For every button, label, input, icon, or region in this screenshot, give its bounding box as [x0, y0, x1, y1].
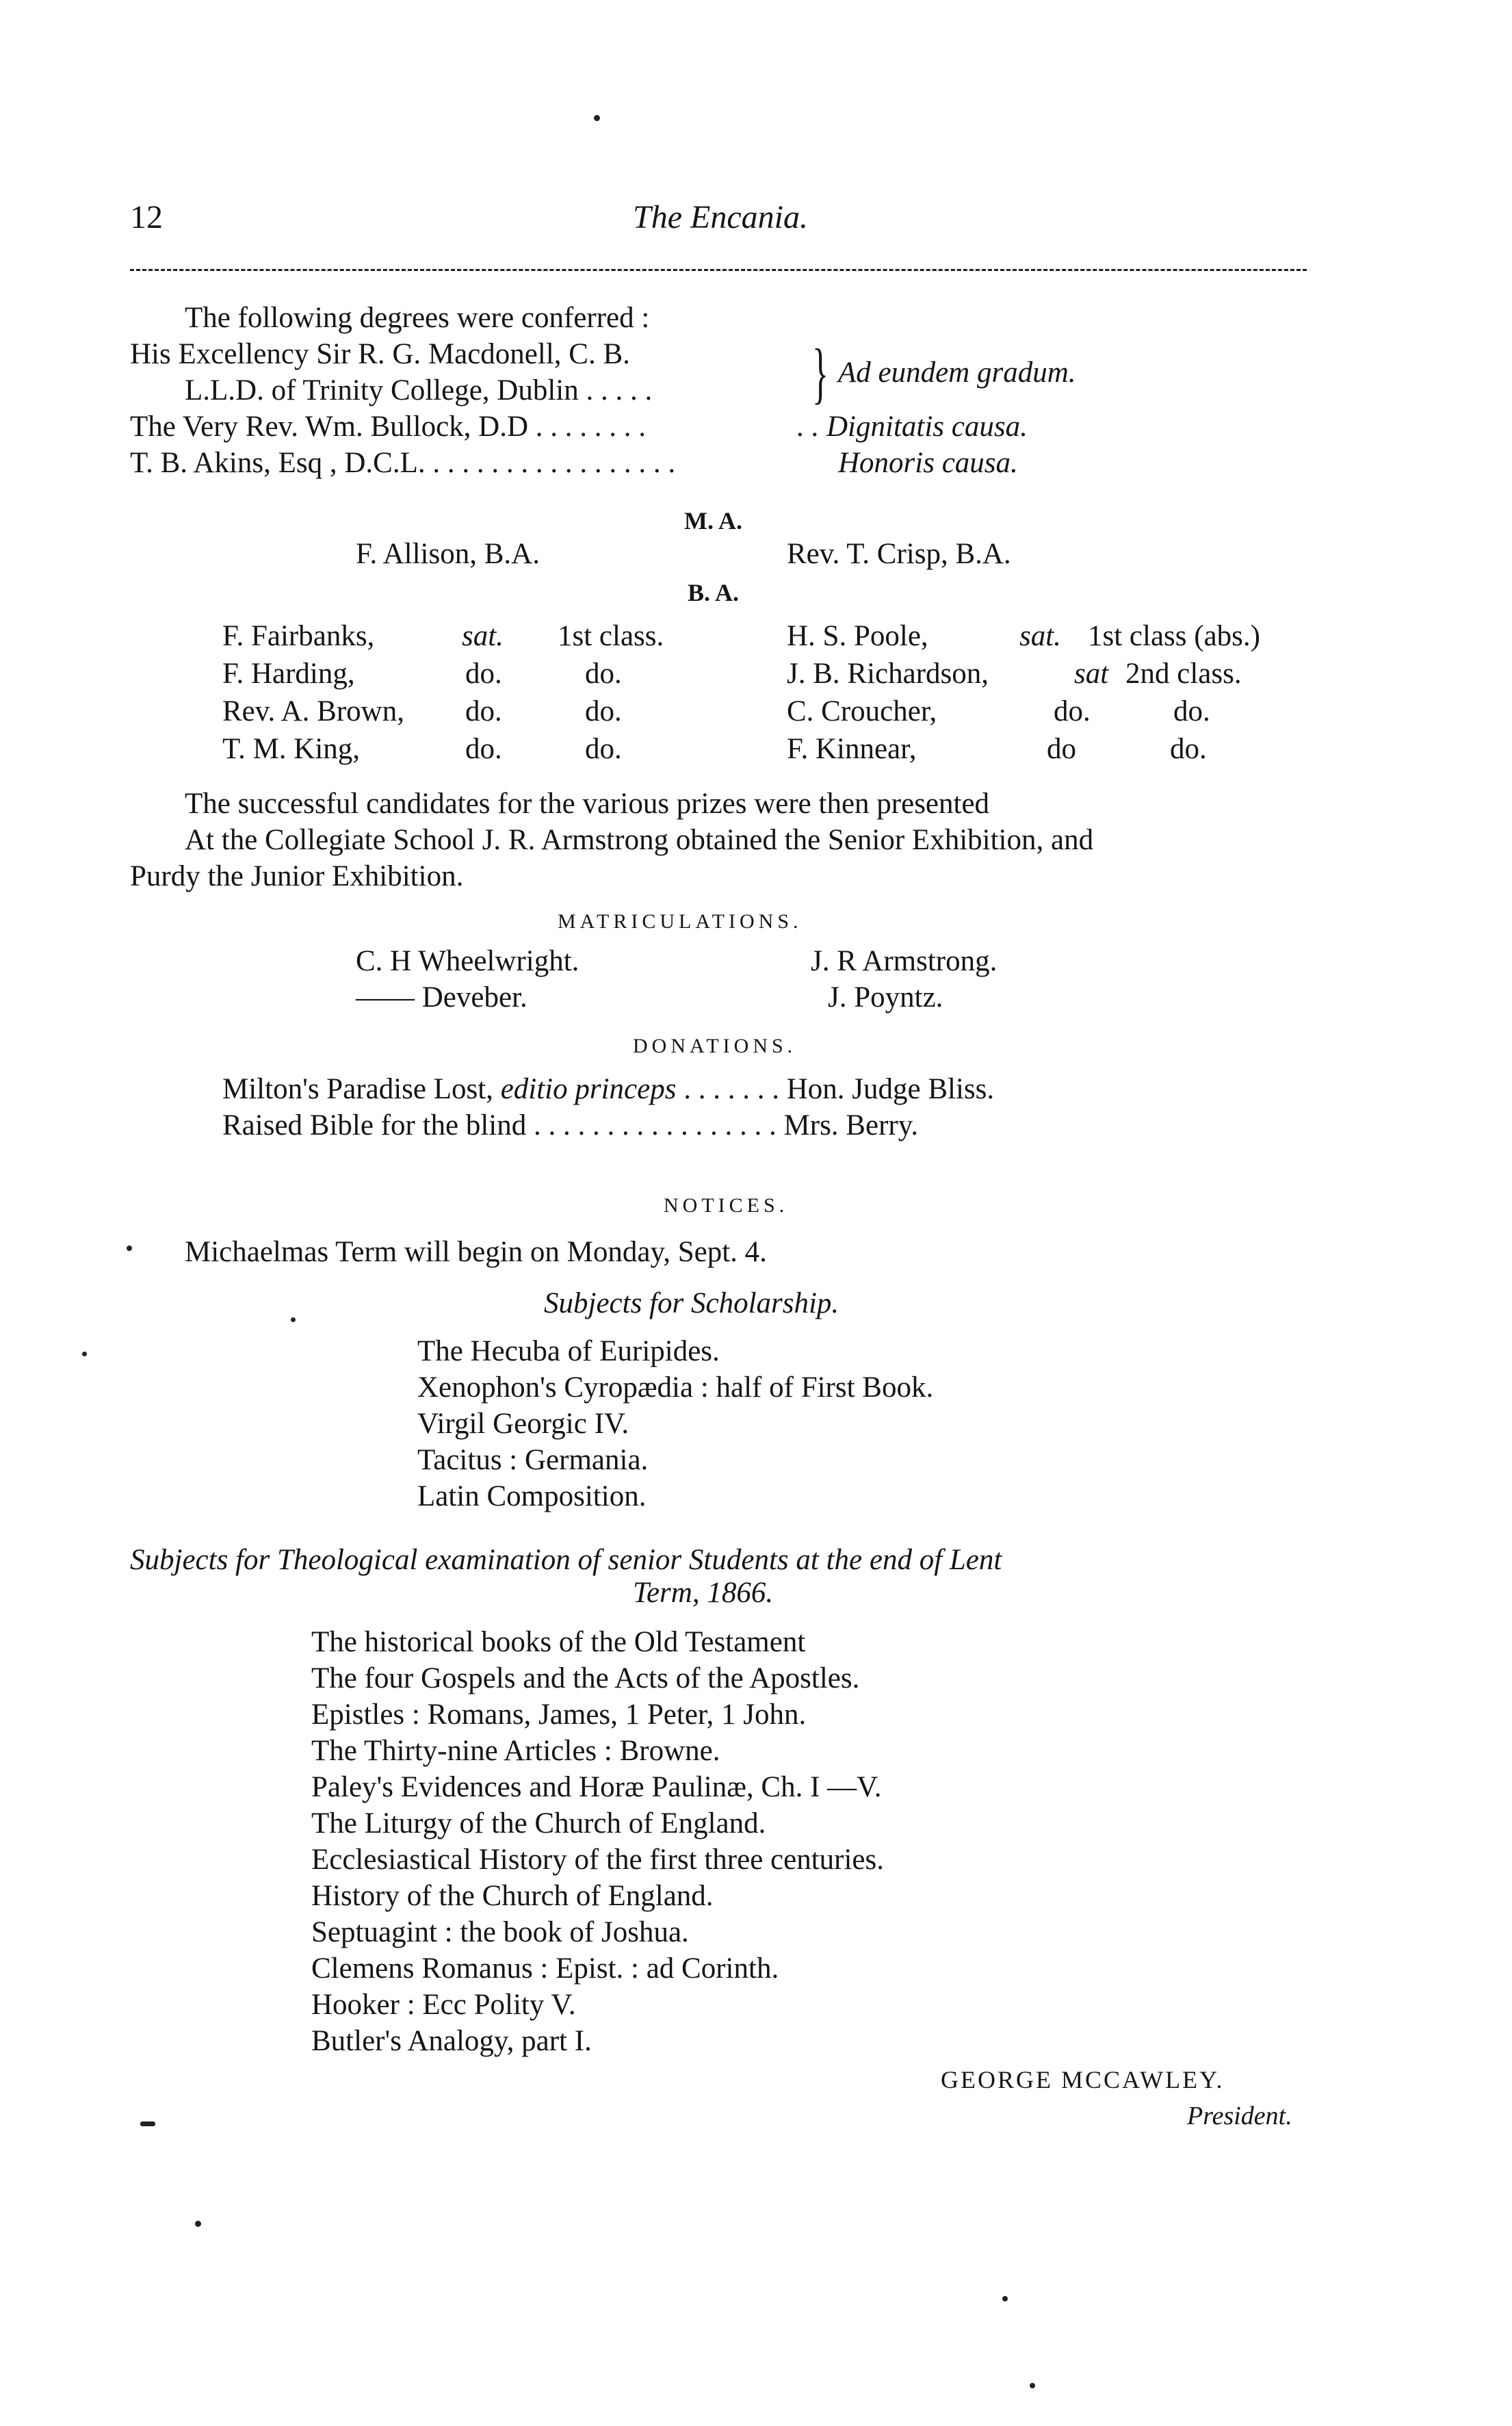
ba-name-right: J. B. Richardson,	[787, 658, 989, 690]
theology-item: The four Gospels and the Acts of the Apostles.	[311, 1662, 860, 1694]
ba-class-right: 2nd class.	[1125, 658, 1242, 690]
ba-mark-right: sat.	[1019, 620, 1061, 652]
theology-item: History of the Church of England.	[311, 1880, 714, 1912]
honoris-title: Honoris causa.	[838, 447, 1018, 479]
ba-name-right: F. Kinnear,	[787, 733, 917, 765]
honoris-recipient: T. B. Akins, Esq , D.C.L. . . . . . . . . . . . . . . . . .	[130, 447, 676, 479]
theology-item: The Thirty-nine Articles : Browne.	[311, 1735, 720, 1767]
eundem-recipient-line1: His Excellency Sir R. G. Macdonell, C. B.	[130, 338, 630, 370]
donation-item-1-edition: editio princeps	[500, 1073, 677, 1105]
scholarship-item: The Hecuba of Euripides.	[417, 1335, 720, 1367]
page-number: 12	[130, 199, 163, 235]
theology-item: Hooker : Ecc Polity V.	[311, 1989, 576, 2021]
matriculation-name: J. Poyntz.	[828, 981, 943, 1014]
ba-name: T. M. King,	[222, 733, 361, 765]
ba-class: do.	[585, 658, 622, 690]
ba-heading: B. A.	[688, 579, 740, 606]
ma-right-name: Rev. T. Crisp, B.A.	[787, 538, 1011, 570]
theology-item: The Liturgy of the Church of England.	[311, 1807, 766, 1840]
scholarship-item: Virgil Georgic IV.	[417, 1408, 629, 1440]
ba-class-right: do.	[1173, 695, 1210, 727]
scan-speck	[195, 2221, 201, 2227]
ba-mark-right: do.	[1054, 695, 1091, 727]
ba-mark: do.	[465, 733, 502, 765]
signature-name: GEORGE MCCAWLEY.	[941, 2066, 1225, 2093]
scan-speck	[127, 1246, 132, 1251]
matriculation-name: C. H Wheelwright.	[356, 945, 579, 977]
scan-speck	[82, 1352, 87, 1356]
donation-item-2	[222, 1109, 918, 1142]
theology-heading-line-1: Subjects for Theological examination of senior Students at the end of Lent	[130, 1544, 1002, 1576]
term-notice: Michaelmas Term will begin on Monday, Sept. 4.	[185, 1236, 767, 1268]
ba-class-right: 1st class (abs.)	[1088, 620, 1260, 652]
eundem-title: Ad eundem gradum.	[838, 357, 1076, 389]
matriculations-heading: MATRICULATIONS.	[558, 910, 803, 933]
running-title: The Encania.	[633, 199, 808, 235]
ba-class: do.	[585, 695, 622, 727]
eundem-recipient-line2: L.L.D. of Trinity College, Dublin . . . . .	[185, 374, 653, 407]
ba-name: F. Harding,	[222, 658, 355, 690]
prizes-line-2: At the Collegiate School J. R. Armstrong obtained the Senior Exhibition, and	[185, 824, 1094, 856]
theology-item: Paley's Evidences and Horæ Paulinæ, Ch. I —V.	[311, 1771, 882, 1803]
donation-item-2-text: Raised Bible for the blind . .	[222, 1109, 556, 1141]
theology-item: Septuagint : the book of Joshua.	[311, 1916, 689, 1948]
scholarship-heading: Subjects for Scholarship.	[544, 1287, 839, 1319]
scan-speck	[1030, 2383, 1035, 2388]
theology-item: Clemens Romanus : Epist. : ad Corinth.	[311, 1952, 779, 1985]
donations-heading: DONATIONS.	[633, 1035, 797, 1057]
ba-mark-right: do	[1047, 733, 1076, 765]
ba-mark: do.	[465, 658, 502, 690]
scan-speck	[1002, 2296, 1008, 2301]
matriculation-name: J. R Armstrong.	[811, 945, 998, 977]
theology-item: Ecclesiastical History of the first three centuries.	[311, 1844, 884, 1876]
scan-speck	[140, 2121, 155, 2126]
scan-speck	[291, 1317, 296, 1322]
dignitatis-recipient: The Very Rev. Wm. Bullock, D.D . . . . . . . .	[130, 411, 647, 443]
donation-item-1	[222, 1072, 994, 1106]
ba-name-right: C. Croucher,	[787, 695, 937, 727]
scholarship-item: Latin Composition.	[417, 1480, 647, 1512]
theology-item: The historical books of the Old Testament	[311, 1626, 806, 1658]
scholarship-item: Tacitus : Germania.	[417, 1444, 649, 1476]
theology-item: Epistles : Romans, James, 1 Peter, 1 John.	[311, 1699, 807, 1731]
prizes-line-1: The successful candidates for the various prizes were then presented	[185, 788, 990, 820]
signature-title: President.	[1187, 2102, 1292, 2130]
donation-item-1-donor: . . . . . . . Hon. Judge Bliss.	[683, 1073, 995, 1105]
ba-class-right: do.	[1170, 733, 1207, 765]
degrees-intro: The following degrees were conferred :	[185, 302, 650, 334]
prizes-line-3: Purdy the Junior Exhibition.	[130, 860, 464, 892]
ma-left-name: F. Allison, B.A.	[356, 538, 540, 570]
bracket-icon: }	[812, 335, 829, 411]
ba-name: F. Fairbanks,	[222, 620, 375, 652]
theology-heading-line-2: Term, 1866.	[633, 1577, 774, 1609]
ba-mark-right: sat	[1074, 658, 1109, 690]
ba-name: Rev. A. Brown,	[222, 695, 404, 727]
ba-mark: do.	[465, 695, 502, 727]
ma-heading: M. A.	[684, 507, 742, 534]
ba-class: 1st class.	[558, 620, 664, 652]
notices-heading: NOTICES.	[664, 1194, 789, 1217]
matriculation-name: —— Deveber.	[356, 981, 527, 1014]
header-rule	[130, 269, 1307, 271]
scholarship-item: Xenophon's Cyropædia : half of First Book.	[417, 1371, 934, 1404]
donation-item-1-text: Milton's Paradise Lost,	[222, 1073, 493, 1105]
ba-name-right: H. S. Poole,	[787, 620, 928, 652]
donation-item-2-donor: . . . . . . . . . . . . . . . Mrs. Berry.	[563, 1109, 919, 1141]
theology-item: Butler's Analogy, part I.	[311, 2025, 592, 2057]
ba-mark: sat.	[462, 620, 504, 652]
dignitatis-title: . . Dignitatis causa.	[797, 411, 1028, 443]
scan-speck	[594, 115, 600, 121]
ba-class: do.	[585, 733, 622, 765]
